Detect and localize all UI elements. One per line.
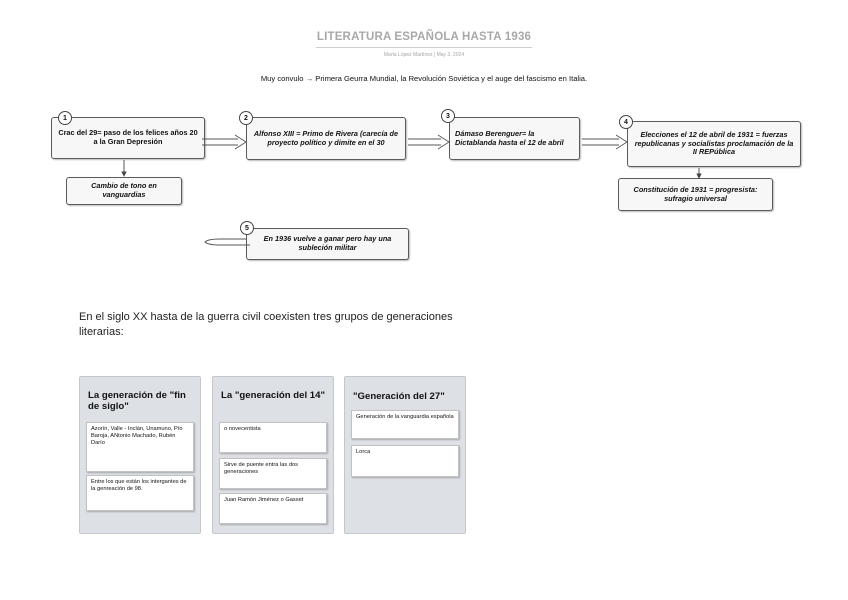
timeline-event-2-text: Alfonso XIII = Primo de Rivera (carecía de proyecto político y dimite en el 30 [253,128,399,147]
step-badge-5: 5 [240,221,254,235]
column-title: La generación de "fin de siglo" [88,390,186,412]
column-title: "Generación del 27" [353,391,445,402]
timeline-note-2-text: Constitución de 1931 = progresista: sufragio universal [633,184,758,203]
document-author-date: Marta López Martínez | May 3, 2024 [383,52,465,58]
intro-text: Muy convulo → Primera Geurra Mundial, la Revolución Soviética y el auge del fascismo en Italia. [260,74,588,83]
card: Sirve de puente entra las dos generaciones [219,458,327,489]
timeline-event-5-text: En 1936 vuelve a ganar pero hay una subleción militar [263,234,392,252]
step-badge-3: 3 [441,109,455,123]
step-badge-4: 4 [619,115,633,129]
timeline-event-1-text: Crac del 29= paso de los felices años 20 a la Gran Depresión [58,128,198,146]
card: Juan Ramón Jiménez o Gasset [219,493,327,524]
connector-1-2 [202,135,246,149]
card: Lorca [351,445,459,477]
connector-2-3 [408,135,449,149]
timeline-note-1-text: Cambio de tono en vanguardias [91,181,157,199]
step-badge-1: 1 [58,111,72,125]
card: Azorín, Valle - Inclán, Unamuno, Pío Baroja, ANtonio Machado, Rubén Darío [86,422,194,472]
document-title: LITERATURA ESPAÑOLA HASTA 1936 [316,31,532,43]
connector-5 [205,239,250,245]
timeline-event-3-text: Dámaso Berenguer= la Dictablanda hasta el 12 de abril [455,128,564,147]
card: Generación de la vanguardia española [351,410,459,439]
section-intro-text: En el siglo XX hasta de la guerra civil coexisten tres grupos de generaciones literarias: [79,311,453,338]
connector-3-4 [582,135,627,149]
card: Entre los que están los intergantes de la genreación de 98. [86,475,194,511]
column-title: La "generación del 14" [221,390,326,401]
timeline-event-4-text: Elecciones el 12 de abril de 1931 = fuerzas republicanas y socialistas proclamación de la II REPública [634,129,794,157]
step-badge-2: 2 [239,111,253,125]
card: o novecentista [219,422,327,453]
